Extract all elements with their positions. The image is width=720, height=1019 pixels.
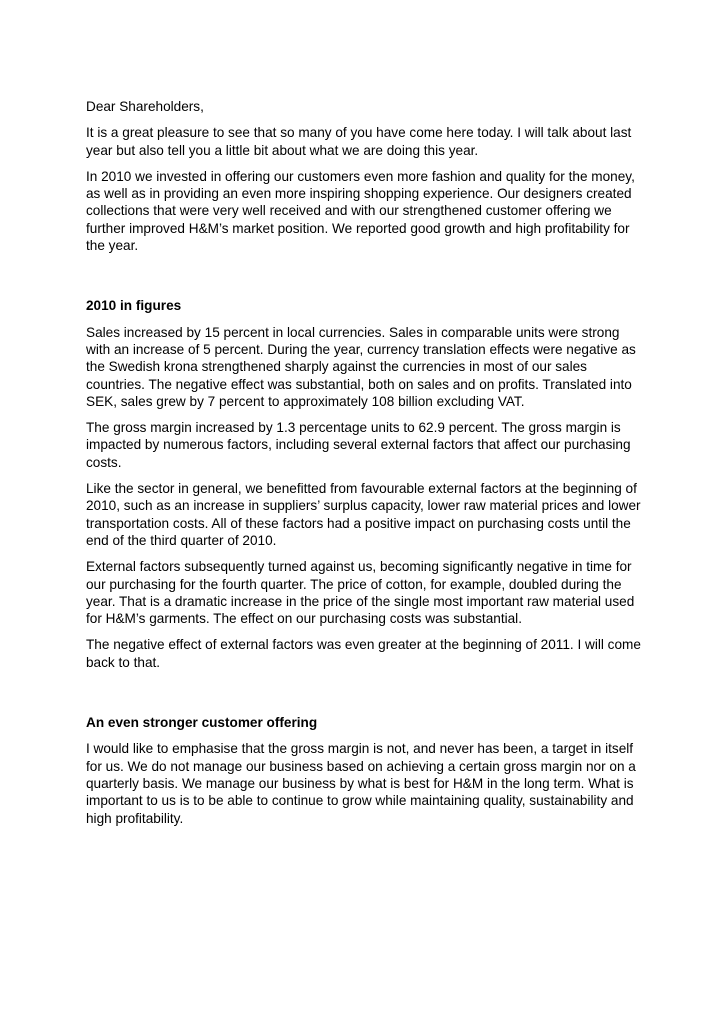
body-paragraph: The negative effect of external factors was even greater at the beginning of 2011. I will come back to that. xyxy=(86,637,641,670)
body-paragraph: The gross margin increased by 1.3 percentage units to 62.9 percent. The gross margin is impacted by numerous factors, including several external factors that affect our purchasing costs. xyxy=(86,420,631,470)
section-heading-customer-offering: An even stronger customer offering xyxy=(86,715,318,731)
body-paragraph: Like the sector in general, we benefitted from favourable external factors at the beginning of 2010, such as an increase in suppliers’ surplus capacity, lower raw material prices and lower transportation costs. All of these factors had a positive impact on purchasing costs until the end of the third quarter of 2010. xyxy=(86,481,641,548)
intro-paragraph: It is a great pleasure to see that so many of you have come here today. I will talk about last year but also tell you a little bit about what we are doing this year. xyxy=(86,125,632,158)
letter-page xyxy=(86,98,641,836)
salutation: Dear Shareholders, xyxy=(86,99,204,114)
body-paragraph: Sales increased by 15 percent in local currencies. Sales in comparable units were strong with an increase of 5 percent. During the year, currency translation effects were negative as the Swedish krona strengthened sharply against the currencies in most of our sales countries. The negative effect was substantial, both on sales and on profits. Translated into SEK, sales grew by 7 percent to approximately 108 billion excluding VAT. xyxy=(86,324,636,409)
body-paragraph: I would like to emphasise that the gross margin is not, and never has been, a target in itself for us. We do not manage our business based on achieving a certain gross margin nor on a quarterly basis. We manage our business by what is best for H&M in the long term. What is important to us is to be able to continue to grow while maintaining quality, sustainability and high profitability. xyxy=(86,741,636,826)
intro-paragraph: In 2010 we invested in offering our customers even more fashion and quality for the money, as well as in providing an even more inspiring shopping experience. Our designers created collections that were very well received and with our strengthened customer offering we further improved H&M’s market position. We reported good growth and high profitability for the year. xyxy=(86,168,635,254)
section-heading-2010-in-figures: 2010 in figures xyxy=(86,298,182,314)
body-paragraph: External factors subsequently turned against us, becoming significantly negative in time for our purchasing for the fourth quarter. The price of cotton, for example, doubled during the year. That is a dramatic increase in the price of the single most important raw material used for H&M’s garments. The effect on our purchasing costs was substantial. xyxy=(86,559,635,627)
